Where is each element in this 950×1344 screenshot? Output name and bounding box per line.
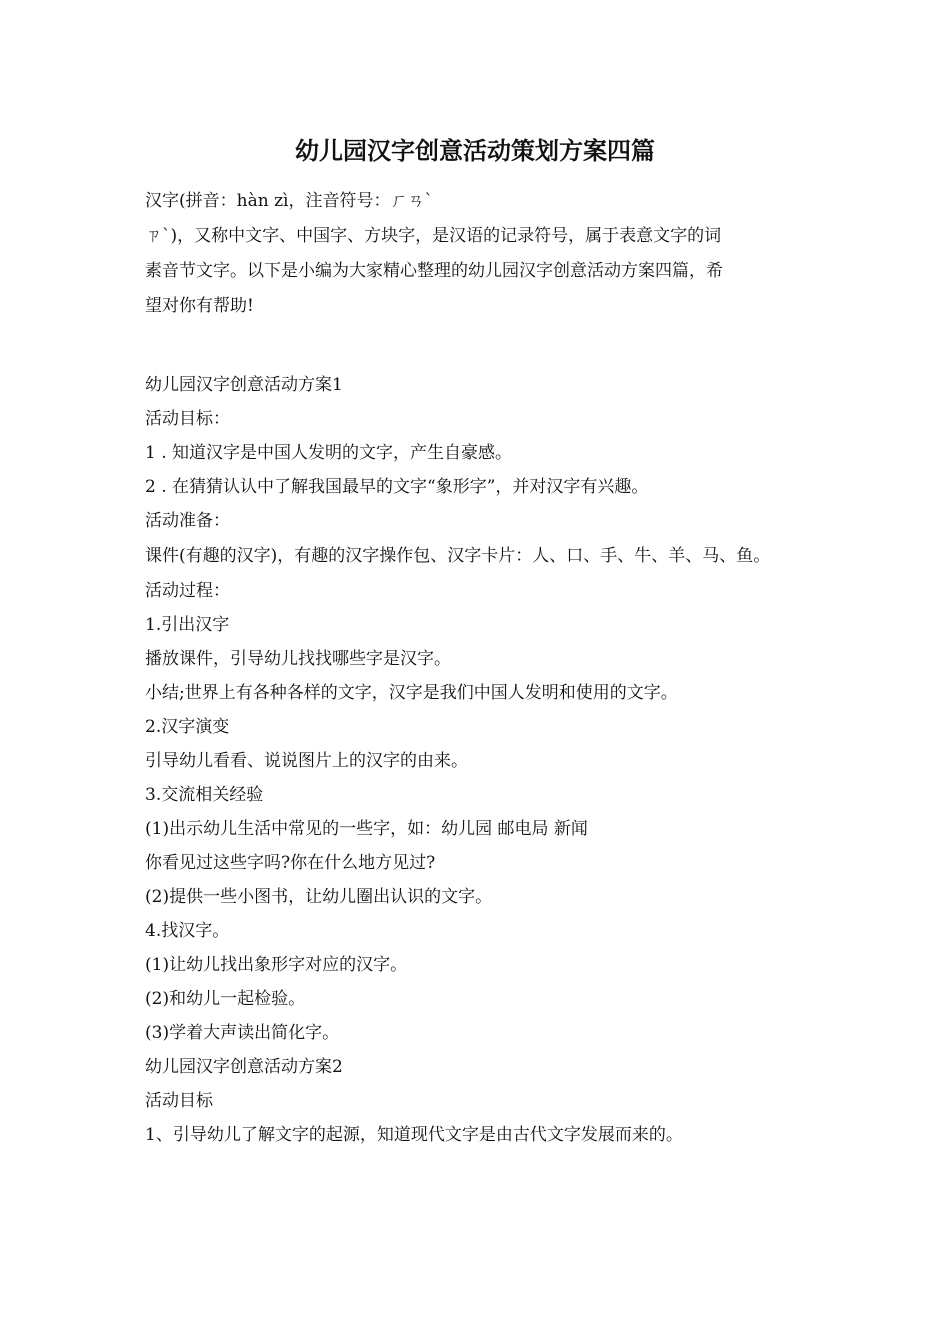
paragraph: 小结;世界上有各种各样的文字，汉字是我们中国人发明和使用的文字。 xyxy=(145,683,678,703)
intro-line: 汉字(拼音：hàn zì，注音符号：ㄏㄢˋ xyxy=(145,191,433,211)
step-heading: 2.汉字演变 xyxy=(145,717,230,737)
paragraph: 课件(有趣的汉字)，有趣的汉字操作包、汉字卡片：人、口、手、牛、羊、马、鱼。 xyxy=(145,546,771,566)
subheading: 活动目标： xyxy=(145,409,230,429)
intro-paragraph xyxy=(145,184,825,324)
list-item: (3)学着大声读出简化字。 xyxy=(145,1023,340,1043)
paragraph: 引导幼儿看看、说说图片上的汉字的由来。 xyxy=(145,751,468,771)
list-item: 2 . 在猜猜认认中了解我国最早的文字“象形字”，并对汉字有兴趣。 xyxy=(145,477,649,497)
list-item: (1)让幼儿找出象形字对应的汉字。 xyxy=(145,955,408,975)
intro-line: ㄗˋ)，又称中文字、中国字、方块字，是汉语的记录符号，属于表意文字的词 xyxy=(145,226,722,246)
list-item: 1 . 知道汉字是中国人发明的文字，产生自豪感。 xyxy=(145,443,513,463)
intro-line: 望对你有帮助! xyxy=(145,296,254,316)
section-heading: 幼儿园汉字创意活动方案2 xyxy=(145,1057,343,1077)
step-heading: 4.找汉字。 xyxy=(145,921,230,941)
paragraph: 你看见过这些字吗?你在什么地方见过? xyxy=(145,853,436,873)
list-item: 1、引导幼儿了解文字的起源，知道现代文字是由古代文字发展而来的。 xyxy=(145,1125,683,1145)
document-body xyxy=(145,184,825,1152)
intro-line: 素音节文字。以下是小编为大家精心整理的幼儿园汉字创意活动方案四篇，希 xyxy=(145,261,723,281)
list-item: (1)出示幼儿生活中常见的一些字，如：幼儿园 邮电局 新闻 xyxy=(145,819,588,839)
section-spacer xyxy=(145,324,825,368)
list-item: (2)提供一些小图书，让幼儿圈出认识的文字。 xyxy=(145,887,493,907)
paragraph: 播放课件，引导幼儿找找哪些字是汉字。 xyxy=(145,649,451,669)
list-item: (2)和幼儿一起检验。 xyxy=(145,989,306,1009)
content-lines xyxy=(145,368,825,1152)
subheading: 活动过程： xyxy=(145,581,230,601)
subheading: 活动目标 xyxy=(145,1091,213,1111)
document-title: 幼儿园汉字创意活动策划方案四篇 xyxy=(295,136,655,165)
section-heading: 幼儿园汉字创意活动方案1 xyxy=(145,375,343,395)
step-heading: 1.引出汉字 xyxy=(145,615,230,635)
step-heading: 3.交流相关经验 xyxy=(145,785,264,805)
subheading: 活动准备： xyxy=(145,511,230,531)
